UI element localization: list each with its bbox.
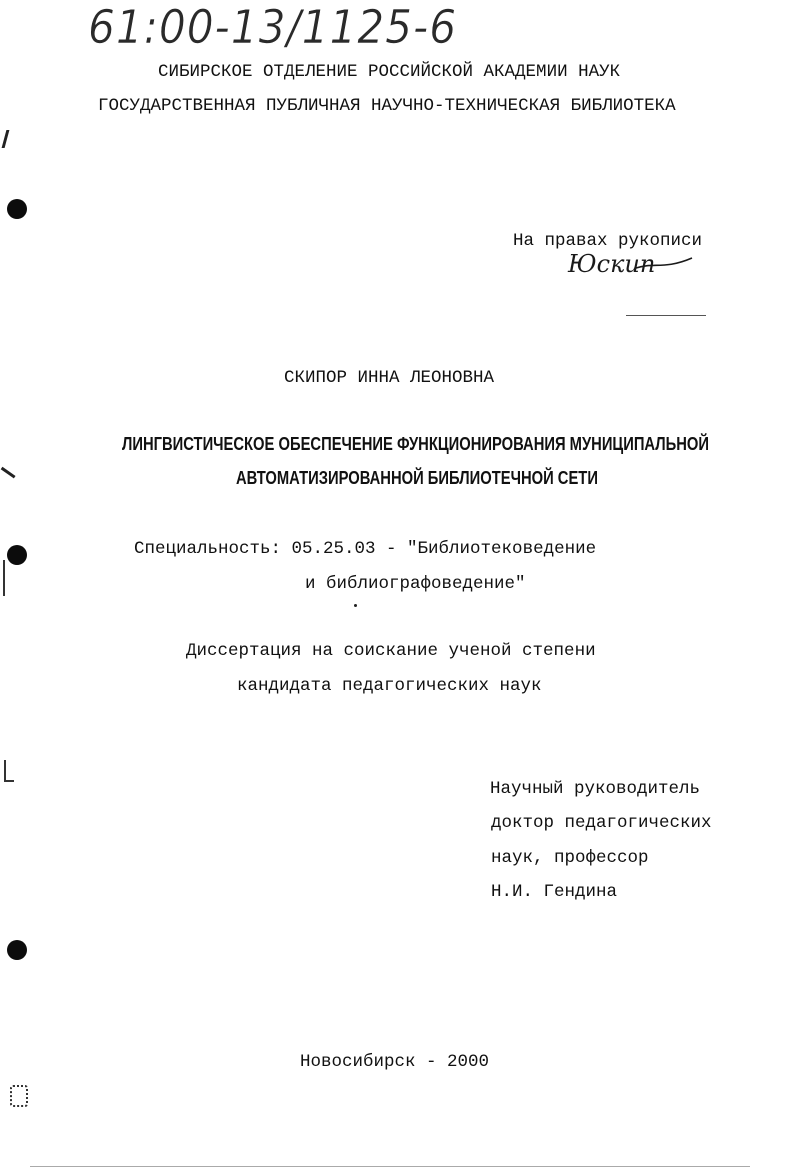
- binding-hole: [7, 940, 27, 960]
- dissertation-title-line1: ЛИНГВИСТИЧЕСКОЕ ОБЕСПЕЧЕНИЕ ФУНКЦИОНИРОВАНИЯ МУНИЦИПАЛЬНОЙ: [122, 434, 709, 454]
- library-line: ГОСУДАРСТВЕННАЯ ПУБЛИЧНАЯ НАУЧНО-ТЕХНИЧЕСКАЯ БИБЛИОТЕКА: [98, 96, 676, 116]
- specialty-line2: и библиографоведение": [305, 574, 526, 594]
- binding-hole: [7, 199, 27, 219]
- specialty-line1: Специальность: 05.25.03 - "Библиотековедение: [134, 539, 597, 559]
- margin-mark: [3, 560, 5, 596]
- place-and-year: Новосибирск - 2000: [300, 1052, 490, 1072]
- archive-stamp: [88, 0, 457, 54]
- decorative-dash: [626, 315, 706, 316]
- ink-dot: [354, 604, 357, 607]
- supervisor-line1: Научный руководитель: [490, 779, 701, 799]
- archive-stamp-text: 61:00-13/1125-6: [88, 0, 458, 54]
- margin-mark: [10, 1085, 28, 1107]
- supervisor-name: Н.И. Гендина: [491, 882, 618, 902]
- organization-line: СИБИРСКОЕ ОТДЕЛЕНИЕ РОССИЙСКОЙ АКАДЕМИИ НАУК: [158, 62, 621, 82]
- signature-stroke: [634, 254, 694, 274]
- author-name: СКИПОР ИННА ЛЕОНОВНА: [284, 368, 495, 388]
- margin-mark: [2, 130, 24, 148]
- scan-edge: [30, 1166, 750, 1167]
- signature-text: Юскип: [568, 250, 656, 278]
- supervisor-line2: доктор педагогических: [491, 813, 712, 833]
- dissertation-title-line2: АВТОМАТИЗИРОВАННОЙ БИБЛИОТЕЧНОЙ СЕТИ: [236, 468, 598, 488]
- supervisor-line3: наук, профессор: [491, 848, 649, 868]
- binding-hole: [7, 545, 27, 565]
- dissertation-type-line1: Диссертация на соискание ученой степени: [186, 641, 596, 661]
- margin-mark: [4, 760, 14, 782]
- margin-mark: [1, 459, 22, 479]
- dissertation-type-line2: кандидата педагогических наук: [237, 676, 542, 696]
- manuscript-rights: На правах рукописи: [513, 231, 703, 251]
- author-signature: [568, 250, 655, 278]
